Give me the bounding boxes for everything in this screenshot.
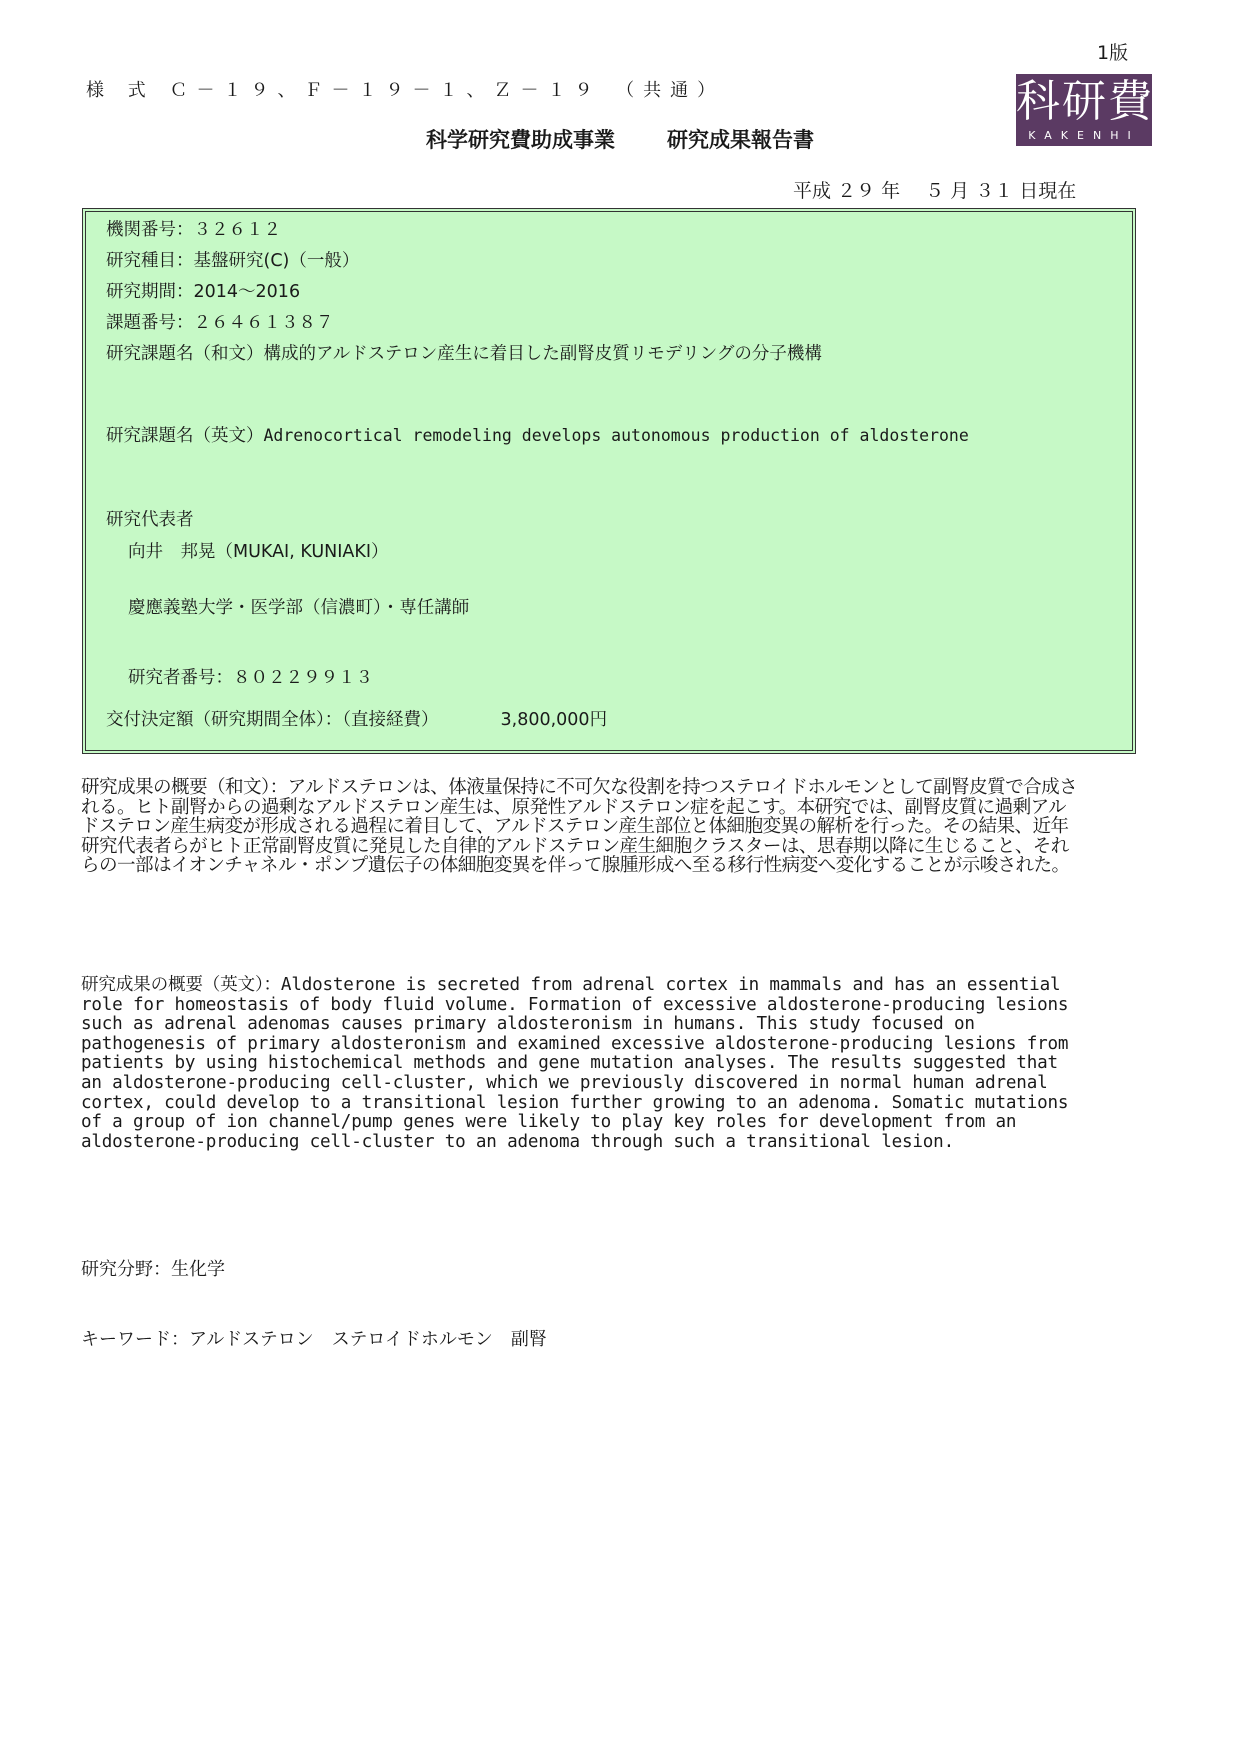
summary-japanese: 研究成果の概要（和文）：アルドステロンは、体液量保持に不可欠な役割を持つステロイドホルモンとして副腎皮質で合成される。ヒト副腎からの過剰なアルドステロン産生は、原発性アルドステロン症を起こす。本研究では、副腎皮質に過剰アルドステロン産生病変が形成される過程に着目して、アルドステロン産生部位と体細胞変異の解析を行った。その結果、近年研究代表者らがヒト正常副腎皮質に発見した自律的アルドステロン産生細胞クラスターは、思春期以降に生じること、それらの一部はイオンチャネル・ポンプ遺伝子の体細胞変異を伴って腺腫形成へ至る移行性病変へ変化することが示唆された。 (81, 777, 1078, 877)
title-right: 研究成果報告書 (667, 128, 814, 152)
researcher-number: 研究者番号：８０２２９９１３ (128, 668, 373, 688)
edition-label: 1版 (1097, 42, 1129, 64)
project-number: 課題番号：２６４６１３８７ (106, 313, 334, 333)
grant-amount-row (106, 706, 607, 731)
pi-label: 研究代表者 (106, 510, 194, 530)
project-title-en (106, 422, 969, 447)
document-title (426, 124, 814, 154)
project-title-en-label: 研究課題名（英文） (106, 426, 264, 446)
research-category: 研究種目：基盤研究(C)（一般） (106, 251, 360, 271)
pi-affiliation: 慶應義塾大学・医学部（信濃町）・専任講師 (128, 598, 470, 618)
kakenhi-logo (1016, 74, 1152, 146)
keywords: キーワード：アルドステロン ステロイドホルモン 副腎 (81, 1329, 547, 1350)
logo-kanji: 科研費 (1016, 76, 1154, 127)
pi-name: 向井 邦晃（MUKAI, KUNIAKI） (128, 542, 389, 562)
title-left: 科学研究費助成事業 (426, 128, 615, 152)
as-of-date: 平成 ２９ 年 ５ 月 ３１ 日現在 (793, 180, 1077, 202)
grant-amount-value: 3,800,000円 (500, 710, 608, 730)
project-title-ja: 研究課題名（和文）構成的アルドステロン産生に着目した副腎皮質リモデリングの分子機構 (106, 344, 822, 364)
project-info-box (82, 208, 1136, 754)
form-code: 様 式 Ｃ－１９、Ｆ－１９－１、Ｚ－１９ （共通） (86, 80, 725, 101)
summary-english: 研究成果の概要（英文）：Aldosterone is secreted from adrenal cortex in mammals and has an essential role for homeostasis of body fluid volume. Formation of excessive aldosterone-producing lesions such as adrenal adenomas causes primary aldosteronism in humans. This study focused on pathogenesis of primary aldosteronism and examined excessive aldosterone-producing lesions from patients by using histochemical methods and gene mutation analyses. The results suggested that an aldosterone-producing cell-cluster, which we previously discovered in normal human adrenal cortex, could develop to a transitional lesion further growing to an adenoma. Somatic mutations of a group of ion channel/pump genes were likely to play key roles for development from an aldosterone-producing cell-cluster to an adenoma through such a transitional lesion. (81, 975, 1069, 1152)
grant-amount-label: 交付決定額（研究期間全体）：（直接経費） (106, 710, 439, 730)
research-period: 研究期間：2014～2016 (106, 282, 301, 302)
research-field: 研究分野：生化学 (81, 1259, 225, 1280)
project-title-en-text: Adrenocortical remodeling develops autonomous production of aldosterone (263, 426, 969, 445)
institution-number: 機関番号：３２６１２ (106, 220, 281, 240)
logo-latin: KAKENHI (1028, 129, 1140, 142)
